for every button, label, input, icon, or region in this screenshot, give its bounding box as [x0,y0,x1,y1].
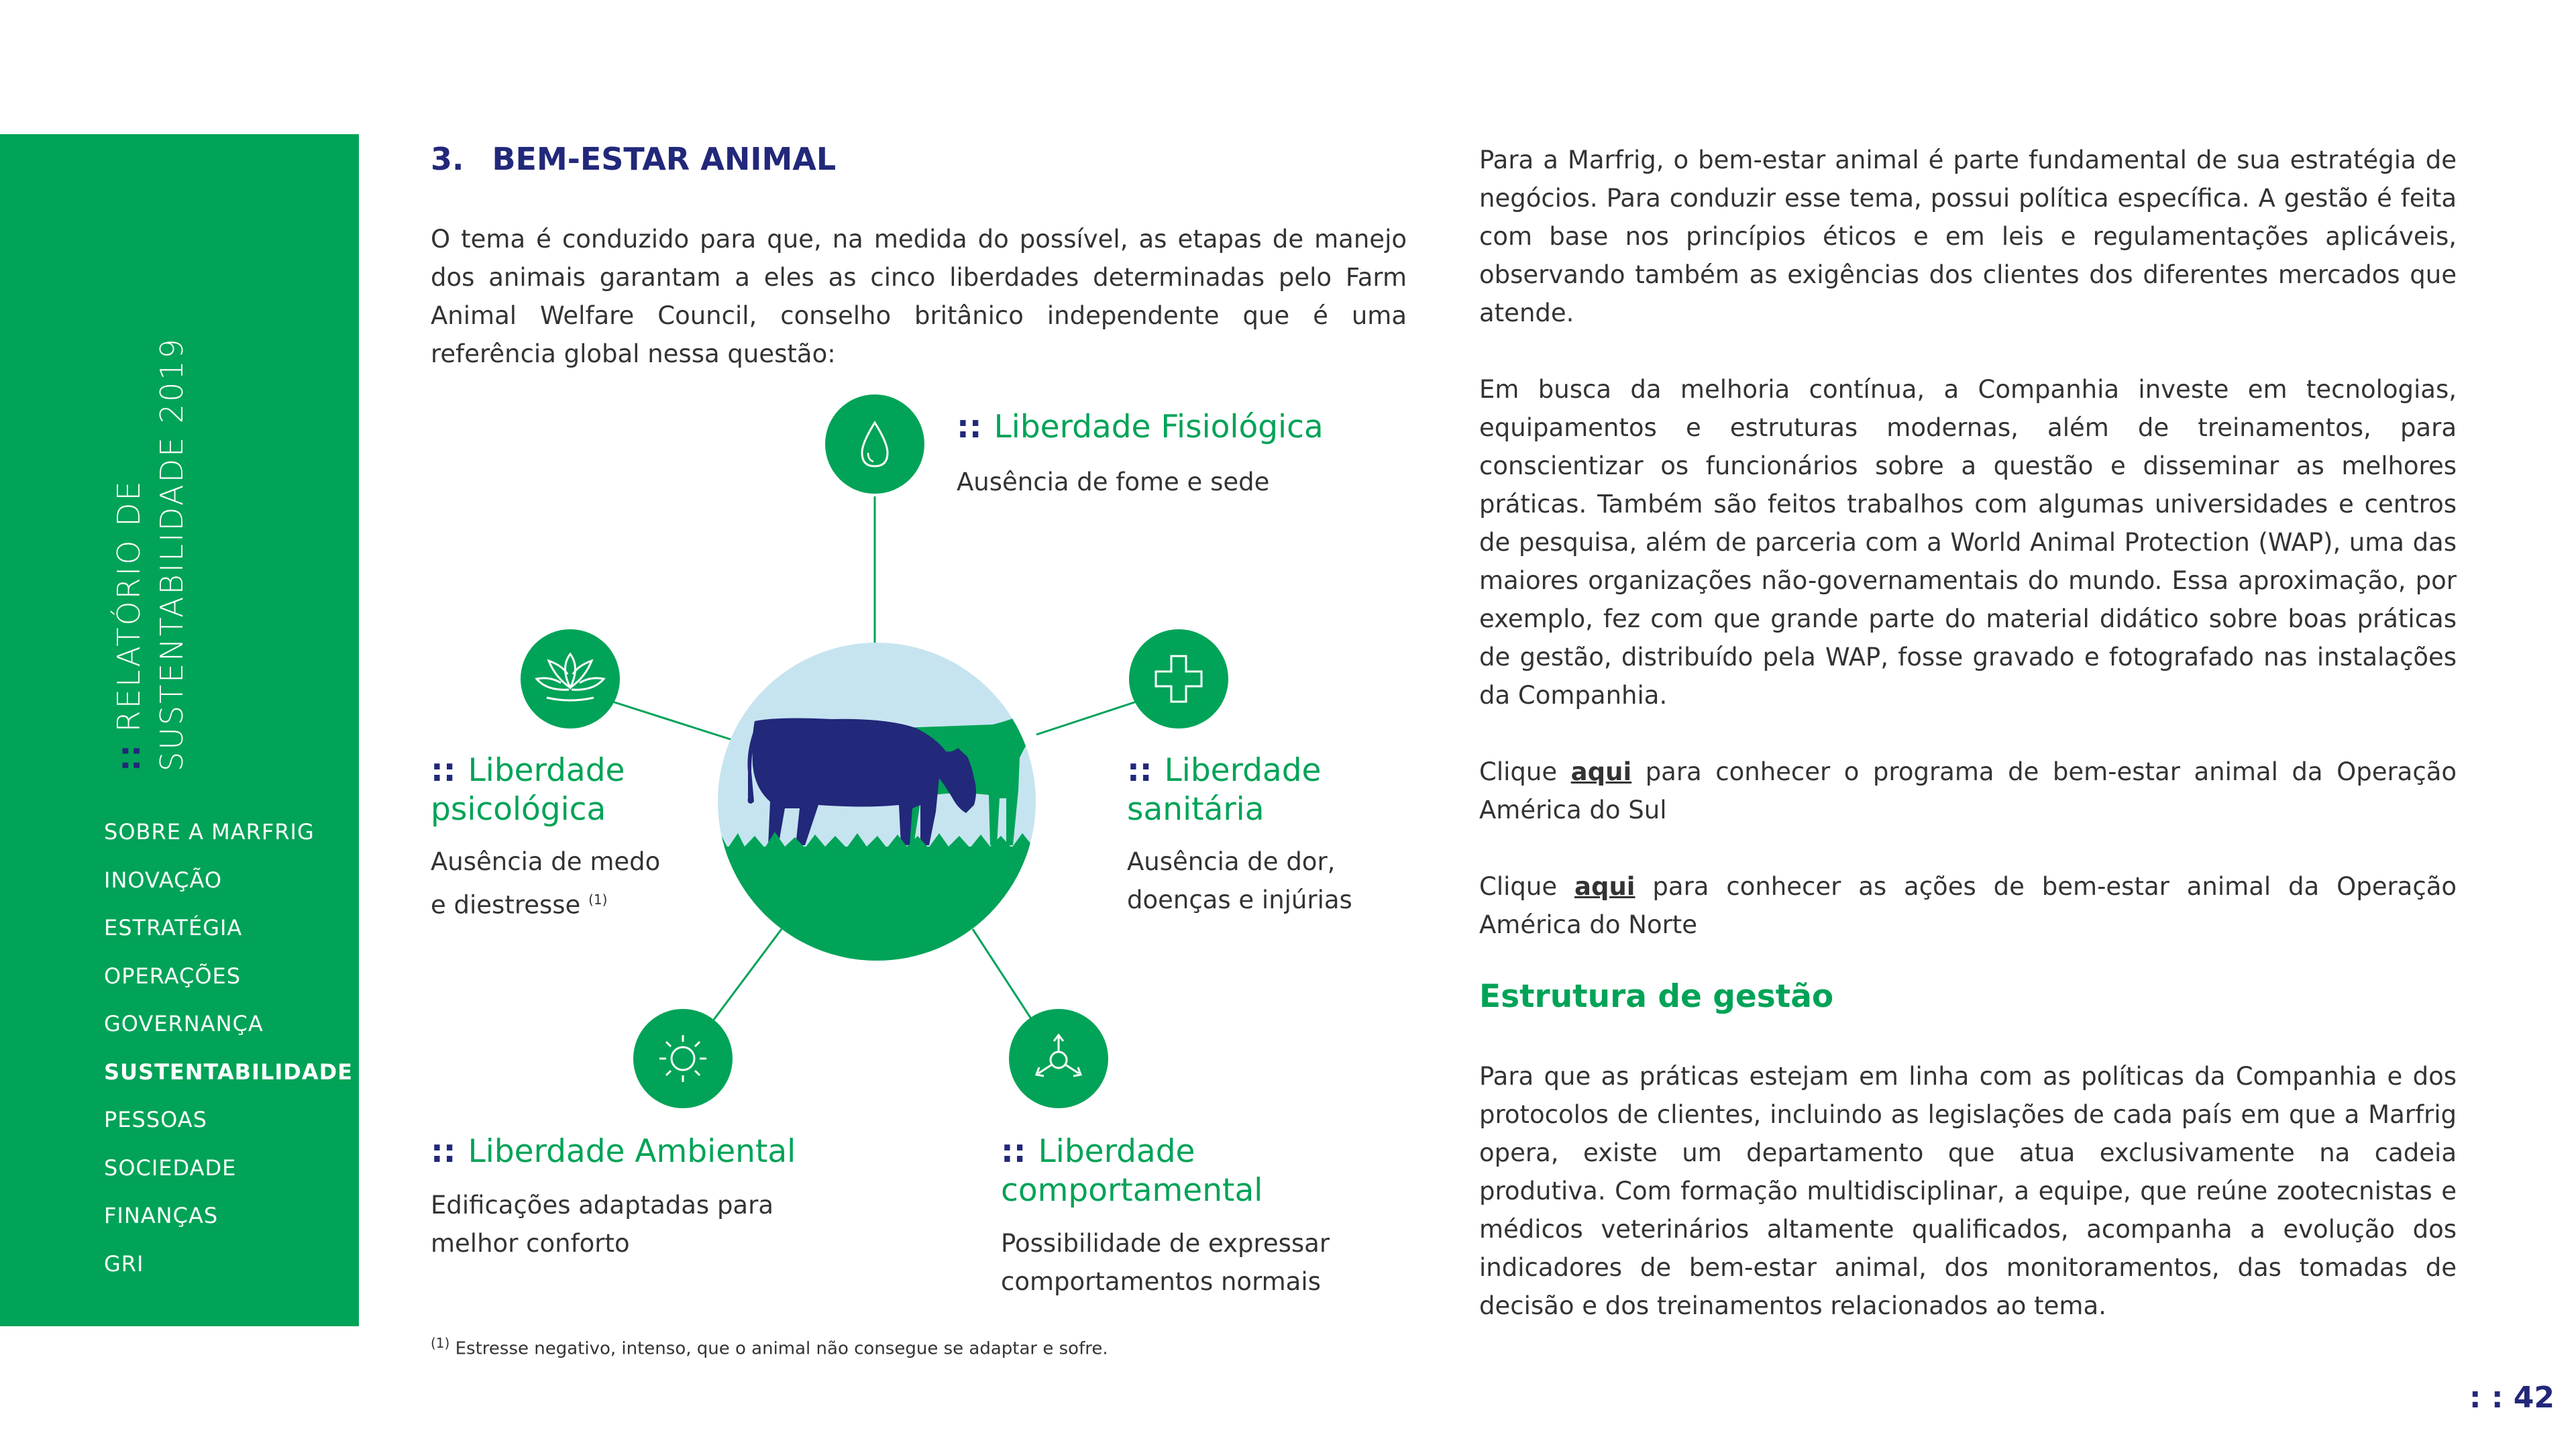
sanitaria-desc-line1: Ausência de dor, [1127,847,1336,876]
psicologica-note: (1) [588,892,608,908]
title-dots: :: [111,743,147,771]
connector-right [1036,701,1138,735]
nav-item-gri[interactable]: GRI [104,1250,144,1277]
psicologica-desc-line2: e diestresse [431,890,581,920]
paragraph-north-america [1479,867,2457,944]
water-drop-icon [825,394,924,494]
page-number-value: 42 [2513,1381,2555,1415]
page-prefix: : : [2469,1381,2504,1415]
psicologica-title-line2: psicológica [431,791,606,828]
comportamental-desc-line1: Possibilidade de expressar [1001,1229,1330,1258]
nav-item-sobre[interactable]: SOBRE A MARFRIG [104,819,315,845]
comportamental-desc [1001,1224,1330,1301]
paragraph-management: Para que as práticas estejam em linha com as políticas da Companhia e dos protocolos de clientes, incluindo as legislações de cada país em que a Marfrig opera, existe um departamento que atua exclusivamente na cadeia produtiva. Com formação multidisciplinar, a equipe, que reúne zootecnistas e médicos veterinários altamente qualificados, acompanha a evolução dos indicadores de bem-estar animal, dos monitoramentos, das tomadas de decisão e dos treinamentos relacionados ao tema. [1479,1062,2457,1320]
comportamental-dots: :: [1001,1133,1026,1170]
ambiental-title-text: Liberdade Ambiental [468,1133,796,1170]
section-intro: O tema é conduzido para que, na medida do possível, as etapas de manejo dos animais garantam a eles as cinco liberdades determinadas pelo Farm Animal Welfare Council, conselho britânico independente que é uma referência global nessa questão: [431,225,1407,368]
ambiental-title [431,1132,796,1171]
link-south-america[interactable]: aqui [1570,757,1632,786]
nav-item-sustentabilidade[interactable]: SUSTENTABILIDADE [104,1059,353,1085]
ambiental-dots: :: [431,1133,456,1170]
sanitaria-desc-line2: doenças e injúrias [1127,885,1352,914]
psicologica-dots: :: [431,752,456,789]
connector-bottom-right [973,929,1032,1020]
report-title-line1: RELATÓRIO DE [111,479,147,733]
sanitaria-title-line2: sanitária [1127,791,1265,828]
psicologica-desc [431,843,660,924]
footnote-mark: (1) [431,1335,450,1351]
paragraph-south-america [1479,753,2457,829]
comportamental-title [1001,1132,1263,1210]
fisiologica-dots: :: [957,409,982,445]
connector-bottom-left [714,929,782,1020]
link-prefix: Clique [1479,872,1558,901]
comportamental-title-line2: comportamental [1001,1172,1263,1209]
footnote [431,1335,1108,1359]
ground [711,847,1046,981]
nav-item-pessoas[interactable]: PESSOAS [104,1107,207,1132]
report-title-line2: SUSTENTABILIDADE 2019 [154,337,190,771]
paragraph-improvement: Em busca da melhoria contínua, a Companhia investe em tecnologias, equipamentos e estruturas modernas, além de treinamentos, para conscientizar os funcionários sobre a questão e disseminar as melhores práticas. Também são feitos trabalhos com algumas universidades e centros de pesquisa, além de parceria com a World Animal Protection (WAP), uma das maiores organizações não-governamentais do mundo. Essa aproximação, por exemplo, fez com que grande parte do material didático sobre boas práticas de gestão, distribuído pela WAP, fosse gravado e fotografado nas instalações da Companhia. [1479,375,2457,710]
page-number [2469,1381,2555,1415]
sun-icon [633,1009,733,1108]
subheading-management: Estrutura de gestão [1479,978,1834,1015]
link-north-america[interactable]: aqui [1574,872,1635,901]
medical-cross-icon [1129,629,1228,729]
ambiental-desc [431,1186,773,1263]
ambiental-desc-line2: melhor conforto [431,1229,630,1258]
ambiental-desc-line1: Edificações adaptadas para [431,1191,773,1220]
psicologica-desc-line1: Ausência de medo [431,847,661,876]
psicologica-title [431,751,625,829]
footnote-text: Estresse negativo, intenso, que o animal não consegue se adaptar e sofre. [455,1338,1108,1359]
psicologica-title-line1: Liberdade [468,752,625,789]
nav-item-estrategia[interactable]: ESTRATÉGIA [104,915,243,941]
connector-left [610,701,735,741]
fisiologica-desc: Ausência de fome e sede [957,468,1270,496]
link-suffix: para conhecer as ações de bem-estar animal da Operação América do Norte [1479,872,2457,939]
fisiologica-title [957,408,1324,447]
fisiologica-title-text: Liberdade Fisiológica [994,409,1324,445]
nav-item-financas[interactable]: FINANÇAS [104,1203,219,1228]
lotus-icon [521,629,620,729]
section-number: 3. [431,141,464,177]
link-prefix: Clique [1479,757,1558,786]
link-suffix: para conhecer o programa de bem-estar animal da Operação América do Sul [1479,757,2457,824]
paragraph-strategy: Para a Marfrig, o bem-estar animal é parte fundamental de sua estratégia de negócios. Para conduzir esse tema, possui política específica. A gestão é feita com base nos princípios éticos e em leis e regulamentações aplicáveis, observando também as exigências dos clientes dos diferentes mercados que atende. [1479,146,2457,327]
section-title-text: BEM-ESTAR ANIMAL [492,141,837,177]
sanitaria-dots: :: [1127,752,1152,789]
sanitaria-title-line1: Liberdade [1164,752,1322,789]
comportamental-desc-line2: comportamentos normais [1001,1267,1321,1296]
nav-item-inovacao[interactable]: INOVAÇÃO [104,867,223,893]
nav-item-operacoes[interactable]: OPERAÇÕES [104,963,241,989]
comportamental-title-line1: Liberdade [1038,1133,1195,1170]
center-illustration [711,637,1050,981]
nav-item-sociedade[interactable]: SOCIEDADE [104,1155,237,1181]
network-icon [1009,1009,1108,1108]
nav-item-governanca[interactable]: GOVERNANÇA [104,1011,264,1036]
right-column [1479,141,2457,982]
sanitaria-desc [1127,843,1352,919]
sanitaria-title [1127,751,1321,829]
